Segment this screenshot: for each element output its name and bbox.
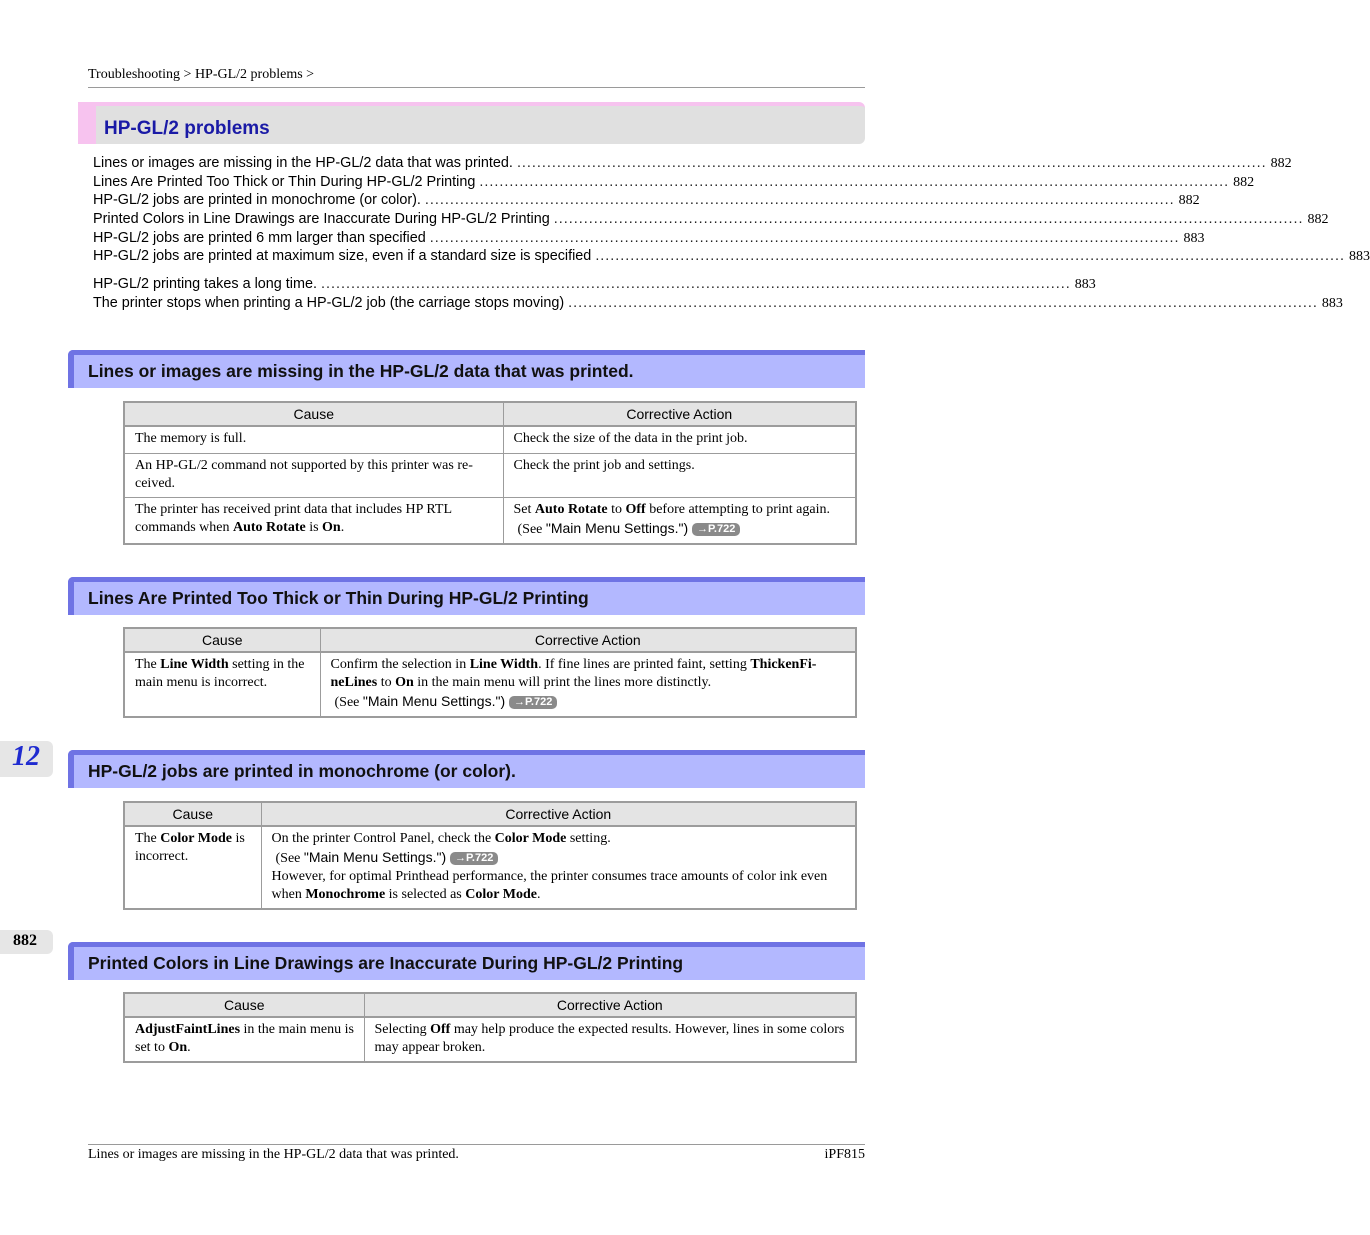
action-text: Selecting	[374, 1022, 431, 1037]
action-text: .	[536, 887, 541, 902]
table-row	[124, 426, 856, 453]
cause-text: is	[305, 519, 323, 535]
header-rule	[88, 87, 865, 88]
table-row	[124, 826, 856, 909]
table-row	[124, 497, 856, 544]
chapter-number: 12	[12, 741, 40, 772]
action-keyword: Off	[430, 1022, 451, 1037]
cause-cell	[124, 497, 503, 544]
see-reference[interactable]	[514, 520, 741, 536]
action-text: to	[607, 501, 626, 517]
section-heading	[68, 350, 865, 388]
toc-entry-page[interactable]: 882	[1178, 193, 1200, 208]
action-cell: Check the print job and settings.	[503, 453, 856, 497]
action-header: Corrective Action	[261, 802, 856, 826]
cause-action-table	[123, 992, 857, 1063]
toc-entry-title[interactable]: The printer stops when printing a HP-GL/2 job (the carriage stops moving)	[93, 295, 565, 311]
cause-header: Cause	[124, 993, 364, 1017]
toc-leader: ......................................................................................................................................................	[320, 276, 1071, 292]
section-edge	[68, 577, 74, 615]
table-header-row	[124, 402, 856, 426]
see-reference[interactable]	[272, 849, 499, 865]
see-prefix: (See	[334, 695, 363, 710]
toc-entry-title[interactable]: HP-GL/2 printing takes a long time.	[93, 276, 317, 292]
page-number: 882	[13, 932, 37, 949]
see-reference[interactable]	[331, 693, 558, 709]
section-title: Lines Are Printed Too Thick or Thin During HP-GL/2 Printing	[88, 588, 589, 608]
action-text: may help produce the expected results. However, lines in some colors may appear broken.	[374, 1022, 845, 1055]
toc-entry-page[interactable]: 883	[1183, 231, 1205, 246]
see-prefix: (See	[517, 521, 546, 537]
section-heading	[68, 750, 865, 788]
cause-text: setting in the main menu is incorrect.	[135, 657, 305, 690]
toc-entry[interactable]	[93, 230, 1205, 249]
cause-keyword: On	[322, 519, 341, 535]
toc-entry-title[interactable]: Lines or images are missing in the HP-GL/2 data that was printed.	[93, 155, 513, 171]
chapter-number-tab	[0, 741, 53, 777]
toc-entry[interactable]	[93, 276, 1096, 295]
toc-entry-page[interactable]: 882	[1270, 156, 1292, 171]
cause-text: in the main menu is set to	[135, 1022, 354, 1055]
table-row	[124, 453, 856, 497]
toc-entry-page[interactable]: 882	[1233, 175, 1255, 190]
toc-entry-title[interactable]: HP-GL/2 jobs are printed in monochrome (or color).	[93, 192, 421, 208]
toc-leader: ......................................................................................................................................................	[424, 192, 1175, 208]
page-link-badge[interactable]: →P.722	[450, 852, 498, 865]
cause-cell	[124, 652, 320, 717]
action-text: in the main menu will print the lines more distinctly.	[413, 675, 712, 690]
cause-text: .	[187, 1040, 191, 1055]
toc-entry[interactable]	[93, 155, 1292, 174]
cause-action-table	[123, 627, 857, 718]
toc-leader: ......................................................................................................................................................	[553, 211, 1304, 227]
section-title: Printed Colors in Line Drawings are Inaccurate During HP-GL/2 Printing	[88, 953, 684, 973]
action-keyword: Color Mode	[494, 831, 567, 846]
cause-action-table	[123, 801, 857, 910]
cause-cell	[124, 1017, 364, 1062]
section-title: HP-GL/2 jobs are printed in monochrome (or color).	[88, 761, 516, 781]
table-row	[124, 652, 856, 717]
table-header-row	[124, 802, 856, 826]
cause-keyword: Line Width	[160, 657, 229, 672]
cause-keyword: On	[168, 1040, 188, 1055]
toc-entry-title[interactable]: Printed Colors in Line Drawings are Inaccurate During HP-GL/2 Printing	[93, 211, 550, 227]
footer-section-title: Lines or images are missing in the HP-GL/2 data that was printed.	[88, 1147, 459, 1162]
cause-header: Cause	[124, 628, 320, 652]
cause-cell	[124, 826, 261, 909]
chapter-heading	[78, 102, 865, 144]
action-text: setting.	[566, 831, 611, 846]
toc-entry-title[interactable]: HP-GL/2 jobs are printed at maximum size, even if a standard size is specified	[93, 248, 592, 264]
cause-action-table	[123, 401, 857, 545]
cause-text: .	[340, 519, 345, 535]
chapter-accent	[78, 102, 96, 144]
action-text: is selected as	[385, 887, 466, 902]
action-text: On the printer Control Panel, check the	[271, 831, 495, 846]
toc-leader: ......................................................................................................................................................	[568, 295, 1318, 311]
footer-model: iPF815	[824, 1147, 865, 1162]
action-keyword: On	[395, 675, 414, 690]
cause-text: The	[135, 831, 161, 846]
cause-keyword: Auto Rotate	[232, 519, 306, 535]
action-text: However, for optimal Printhead performance, the printer consumes trace amounts of color ink even when	[271, 869, 828, 902]
cause-text: The printer has received print data that includes HP RTL commands when	[135, 501, 452, 535]
action-text: . If fine lines are printed faint, setting	[538, 657, 751, 672]
section-title: Lines or images are missing in the HP-GL/2 data that was printed.	[88, 361, 634, 381]
action-cell	[503, 497, 856, 544]
action-cell	[261, 826, 856, 909]
page-link-badge[interactable]: →P.722	[692, 523, 740, 536]
footer-rule	[88, 1144, 865, 1145]
cause-cell: An HP-GL/2 command not supported by this printer was re-ceived.	[124, 453, 503, 497]
toc-entry-page[interactable]: 882	[1307, 212, 1329, 227]
toc-leader: ......................................................................................................................................................	[479, 174, 1230, 190]
action-keyword: Color Mode	[465, 887, 537, 902]
action-cell: Check the size of the data in the print job.	[503, 426, 856, 453]
toc-entry[interactable]	[93, 174, 1255, 193]
action-cell	[364, 1017, 856, 1062]
toc-leader: ......................................................................................................................................................	[595, 248, 1346, 264]
toc-entry-page[interactable]: 883	[1074, 277, 1096, 292]
action-header: Corrective Action	[503, 402, 856, 426]
cause-keyword: AdjustFaintLines	[135, 1022, 241, 1037]
toc-entry-page[interactable]: 883	[1349, 249, 1370, 264]
section-edge	[68, 942, 74, 980]
see-prefix: (See	[275, 851, 304, 866]
table-row	[124, 1017, 856, 1062]
see-link[interactable]: "Main Menu Settings.")	[303, 849, 447, 865]
toc-entry-page[interactable]: 883	[1321, 296, 1343, 311]
action-keyword: Monochrome	[305, 887, 386, 902]
toc-leader: ......................................................................................................................................................	[516, 155, 1267, 171]
action-cell	[320, 652, 856, 717]
section-edge	[68, 350, 74, 388]
toc-entry-title[interactable]: Lines Are Printed Too Thick or Thin During HP-GL/2 Printing	[93, 174, 476, 190]
cause-text: The	[135, 657, 161, 672]
toc-leader: ......................................................................................................................................................	[429, 230, 1180, 246]
action-text: Confirm the selection in	[330, 657, 470, 672]
action-header: Corrective Action	[320, 628, 856, 652]
page-number-tab	[0, 930, 53, 954]
table-of-contents	[93, 155, 1370, 315]
action-keyword: Line Width	[469, 657, 539, 672]
page-link-badge[interactable]: →P.722	[509, 696, 557, 709]
see-link[interactable]: "Main Menu Settings.")	[362, 693, 506, 709]
chapter-title: HP-GL/2 problems	[104, 118, 270, 139]
action-text: to	[377, 675, 396, 690]
cause-keyword: Color Mode	[160, 831, 232, 846]
toc-entry[interactable]	[93, 211, 1329, 230]
breadcrumb: Troubleshooting > HP-GL/2 problems >	[88, 67, 315, 82]
see-link[interactable]: "Main Menu Settings.")	[545, 519, 689, 536]
table-header-row	[124, 628, 856, 652]
action-text: Set	[513, 501, 535, 517]
toc-entry[interactable]	[93, 248, 1370, 267]
cause-header: Cause	[124, 802, 261, 826]
section-edge	[68, 750, 74, 788]
action-keyword: Off	[625, 501, 646, 517]
section-heading	[68, 577, 865, 615]
toc-entry[interactable]	[93, 192, 1200, 211]
section-heading	[68, 942, 865, 980]
cause-header: Cause	[124, 402, 503, 426]
action-text: before attempting to print again.	[645, 501, 830, 517]
toc-entry[interactable]	[93, 295, 1343, 314]
table-header-row	[124, 993, 856, 1017]
action-keyword: Auto Rotate	[534, 501, 608, 517]
toc-entry-title[interactable]: HP-GL/2 jobs are printed 6 mm larger than specified	[93, 230, 426, 246]
cause-text: is incorrect.	[135, 831, 245, 864]
cause-cell: The memory is full.	[124, 426, 503, 453]
action-keyword: ThickenFi-neLines	[330, 657, 817, 690]
action-header: Corrective Action	[364, 993, 856, 1017]
